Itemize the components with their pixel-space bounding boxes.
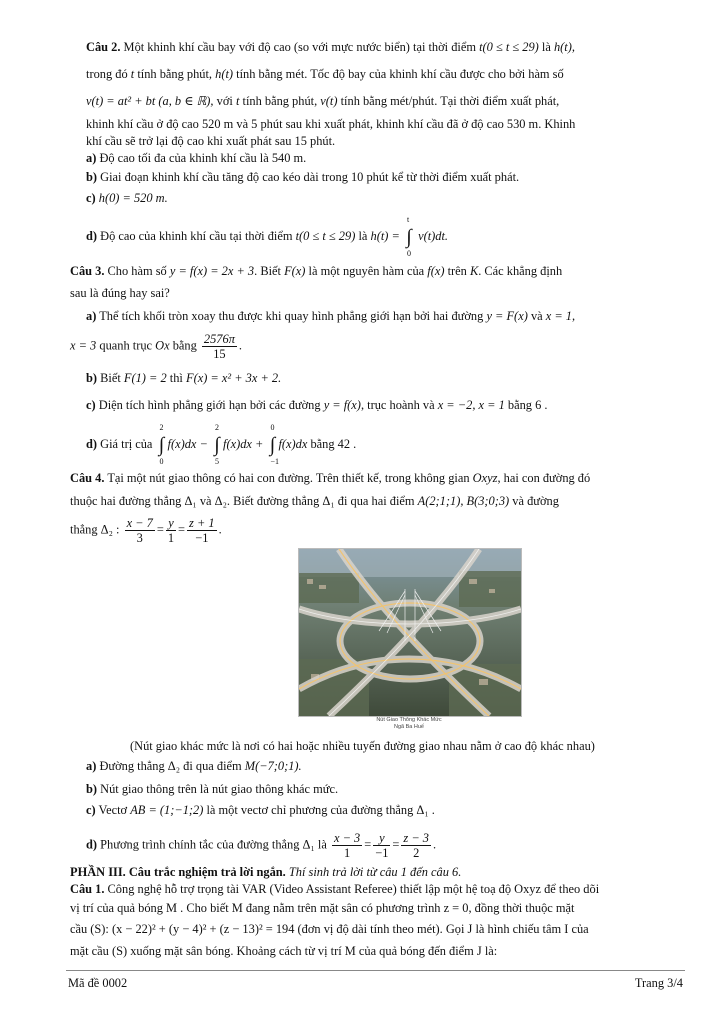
q4-line-1: Câu 4. Tại một nút giao thông có hai con đường. Trên thiết kế, trong không gian Oxyz, hai con đường đó [70, 471, 591, 485]
delta2-frac-x: $\frac{x - 7}{3}$ [126, 516, 153, 546]
part3-q1-line-3: cầu (S): (x − 22)² + (y − 4)² + (z − 13)² = 194 (đơn vị độ dài tính theo mét). Gọi J là hình chiếu tâm I của [70, 922, 589, 936]
q3-option-c: c) Diện tích hình phẳng giới hạn bởi các đường y = f(x), trục hoành và x = −2, x = 1 bằng 6 . [86, 398, 548, 412]
q2-line-2: trong đó t tính bằng phút, h(t) tính bằng mét. Tốc độ bay của khinh khí cầu được cho bởi hàm số [86, 67, 564, 81]
part3-q1-line-1: Câu 1. Công nghệ hỗ trợ trọng tài VAR (Video Assistant Referee) thiết lập một hệ toạ độ Oxyz để theo dõi [70, 882, 600, 896]
photo-caption-line-2: Ngã Ba Huế [394, 723, 424, 730]
photo-caption [298, 717, 520, 730]
q2-option-d: d) Độ cao của khinh khí cầu tại thời điểm t(0 ≤ t ≤ 29) là h(t) = ∫ t 0 v(t)dt. [86, 215, 449, 258]
integral-sign: ∫ t 0 [406, 215, 412, 258]
q2-option-b: b) Giai đoạn khinh khí cầu tăng độ cao kéo dài trong 10 phút kể từ thời điểm xuất phát. [86, 170, 520, 184]
part3-q1-line-4: mặt cầu (S) xuống mặt sân bóng. Khoảng cách từ vị trí M của quả bóng đến điểm J là: [70, 944, 498, 958]
q2-option-a: a) Độ cao tối đa của khinh khí cầu là 540 m. [86, 151, 307, 165]
q4-option-a: a) Đường thẳng Δ₂ đi qua điểm M(−7;0;1). [86, 759, 302, 773]
q4-note: (Nút giao khác mức là nơi có hai hoặc nhiều tuyến đường giao nhau nằm ở cao độ khác nhau) [130, 739, 595, 753]
delta2-frac-z: $\frac{z + 1}{-1}$ [189, 516, 215, 546]
delta1-frac-z: $\frac{z - 3}{2}$ [403, 831, 429, 861]
page-number: Trang 3/4 [634, 976, 683, 990]
delta1-frac-y: $\frac{y}{-1}$ [375, 831, 389, 861]
q3-line-2: sau là đúng hay sai? [70, 286, 170, 300]
q2-line-3: v(t) = at² + bt (a, b ∈ ℝ), với t tính bằng phút, v(t) tính bằng mét/phút. Tại thời điểm xuất phát, [86, 94, 560, 108]
q4-line-2: thuộc hai đường thẳng Δ₁ và Δ₂. Biết đường thẳng Δ₁ đi qua hai điểm A(2;1;1), B(3;0;3) và đường [70, 494, 559, 508]
q3-option-a-cont: x = 3 quanh trục Ox bằng $\frac{2576\pi}{15}$ . [70, 332, 243, 362]
q3-line-1: Câu 3. Cho hàm số y = f(x) = 2x + 3. Biết F(x) là một nguyên hàm của f(x) trên K. Các khẳng định [70, 264, 563, 278]
q4-option-d: d) Phương trình chính tắc của đường thẳng Δ₁ là $\frac{x - 3}{1}$ = $\frac{y}{-1}$ = $\frac{z - 3}{2}$ . [86, 831, 437, 861]
integral-sign: ∫ 0 −1 [269, 423, 279, 466]
q3-option-a: a) Thể tích khối tròn xoay thu được khi quay hình phẳng giới hạn bởi hai đường y = F(x) và x = 1, [86, 309, 576, 323]
delta2-frac-y: $\frac{y}{1}$ [167, 516, 175, 546]
q3-option-b: b) Biết F(1) = 2 thì F(x) = x² + 3x + 2. [86, 371, 282, 385]
part3-heading: PHẦN III. Câu trắc nghiệm trả lời ngắn. Thí sinh trả lời từ câu 1 đến câu 6. [70, 865, 462, 879]
delta1-frac-x: $\frac{x - 3}{1}$ [333, 831, 361, 861]
q4-option-b: b) Nút giao thông trên là nút giao thông khác mức. [86, 782, 339, 796]
q2-line-4: khinh khí cầu ở độ cao 520 m và 5 phút sau khi xuất phát, khinh khí cầu đã ở độ cao 530 m. Khinh [86, 117, 576, 131]
integral-sign: ∫ 2 5 [214, 423, 220, 466]
integral-sign: ∫ 2 0 [158, 423, 165, 466]
q4-option-c: c) Vectơ AB = (1;−1;2) là một vectơ chỉ phương của đường thẳng Δ₁ . [86, 803, 435, 817]
photo-caption-line-1: Nút Giao Thông Khác Mức [376, 717, 442, 723]
q3-option-d: d) Giá trị của ∫ 2 0 f(x)dx − ∫ 2 5 f(x)dx + ∫ 0 −1 f(x)dx bằng 42 . [86, 423, 357, 466]
q2-option-c: c) h(0) = 520 m. [86, 191, 168, 205]
volume-fraction: $\frac{2576\pi}{15}$ [203, 332, 235, 362]
q2-line-1: Câu 2. Một khinh khí cầu bay với độ cao (so với mực nước biển) tại thời điểm t(0 ≤ t ≤ 29) là h(t), [86, 40, 575, 54]
footer-divider [66, 970, 685, 971]
q4-line-3: thẳng Δ₂ : $\frac{x - 7}{3}$ = $\frac{y}{1}$ = $\frac{z + 1}{-1}$ . [70, 516, 222, 546]
exam-code: Mã đề 0002 [68, 976, 128, 990]
interchange-photo [298, 548, 522, 717]
part3-q1-line-2: vị trí của quả bóng M . Cho biết M đang nằm trên mặt sân có phương trình z = 0, đồng thời thuộc mặt [70, 901, 575, 915]
q2-line-5: khí cầu sẽ trở lại độ cao khi xuất phát sau 15 phút. [86, 134, 336, 148]
